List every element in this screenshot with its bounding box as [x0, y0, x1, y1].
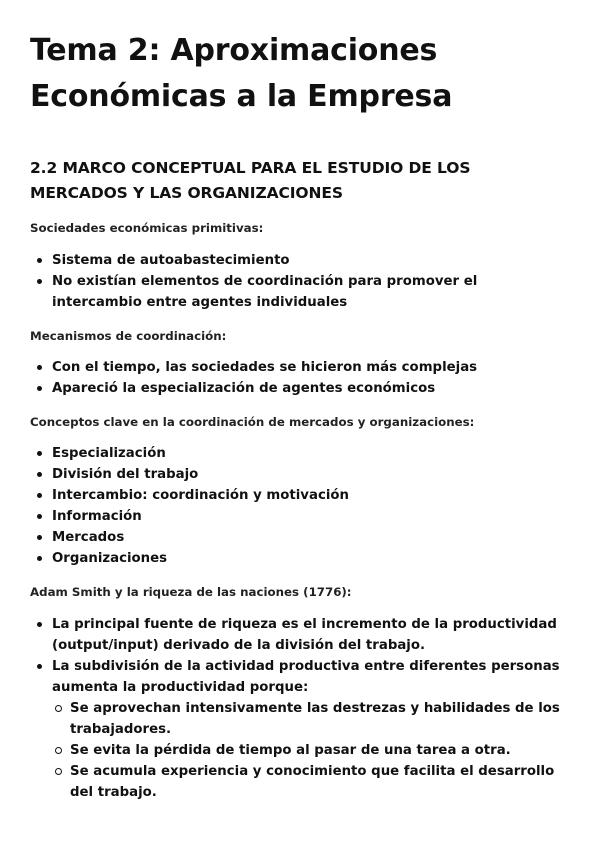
- title-line-2: Económicas a la Empresa: [30, 79, 453, 114]
- sublist-item: Se aprovechan intensivamente las destrezas y habilidades de los trabajadores.: [52, 698, 570, 740]
- list-item: Especialización: [30, 443, 570, 464]
- lead-adam-smith: Adam Smith y la riqueza de las naciones (1776):: [30, 585, 352, 599]
- list-primitive-societies: [30, 250, 570, 313]
- sublist-item: Se evita la pérdida de tiempo al pasar de una tarea a otra.: [52, 740, 570, 761]
- title-line-1: Tema 2: Aproximaciones: [30, 33, 438, 68]
- list-item: La principal fuente de riqueza es el incremento de la productividad (output/input) derivado de la división del trabajo.: [30, 614, 570, 656]
- sublist-productivity-reasons: [52, 698, 570, 803]
- sublist-item: Se acumula experiencia y conocimiento que facilita el desarrollo del trabajo.: [52, 761, 570, 803]
- list-item: Información: [30, 506, 570, 527]
- lead-key-concepts: Conceptos clave en la coordinación de mercados y organizaciones:: [30, 415, 475, 429]
- list-item: Organizaciones: [30, 548, 570, 569]
- list-item-text: La subdivisión de la actividad productiva entre diferentes personas aumenta la productividad porque:: [52, 659, 560, 695]
- lead-primitive-societies: Sociedades económicas primitivas:: [30, 221, 264, 235]
- list-item: [30, 656, 570, 803]
- lead-coordination-mechanisms: Mecanismos de coordinación:: [30, 329, 227, 343]
- list-item: Intercambio: coordinación y motivación: [30, 485, 570, 506]
- list-item: Sistema de autoabastecimiento: [30, 250, 570, 271]
- section-heading: 2.2 MARCO CONCEPTUAL PARA EL ESTUDIO DE LOS MERCADOS Y LAS ORGANIZACIONES: [30, 159, 471, 202]
- page-title: [30, 28, 570, 120]
- list-item: Con el tiempo, las sociedades se hicieron más complejas: [30, 357, 570, 378]
- list-coordination-mechanisms: [30, 357, 570, 399]
- list-item: Mercados: [30, 527, 570, 548]
- list-item: División del trabajo: [30, 464, 570, 485]
- list-item: No existían elementos de coordinación para promover el intercambio entre agentes individuales: [30, 271, 570, 313]
- list-adam-smith: [30, 614, 570, 803]
- list-item: Apareció la especialización de agentes económicos: [30, 378, 570, 399]
- list-key-concepts: [30, 443, 570, 569]
